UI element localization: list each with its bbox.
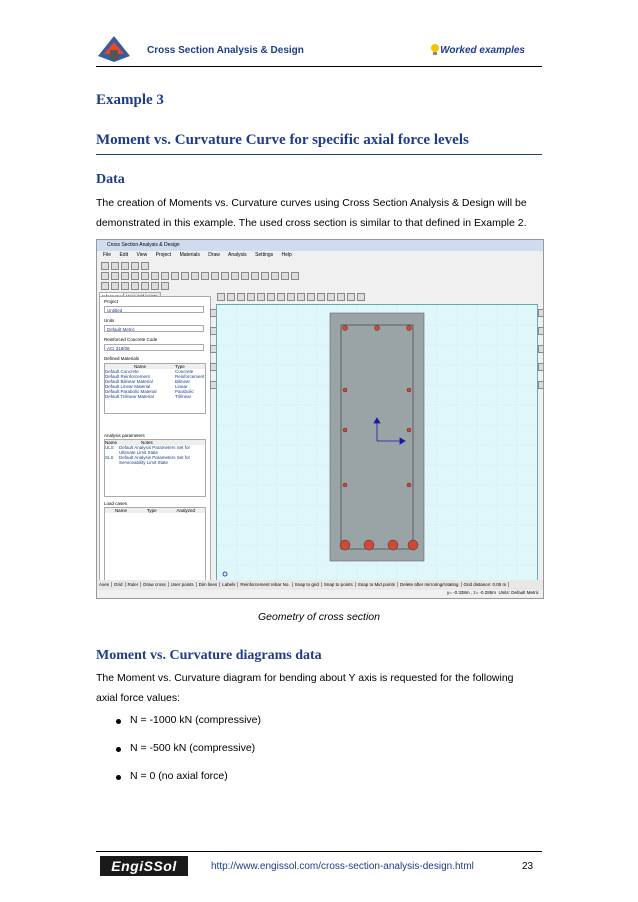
load-table — [104, 507, 206, 585]
table-row[interactable]: Default Reinforcement Reinforcement — [105, 374, 205, 379]
shape-icon[interactable] — [337, 293, 345, 301]
tool-icon[interactable] — [111, 282, 119, 290]
status-dim-lines[interactable]: Dim lines — [197, 582, 221, 587]
save-icon[interactable] — [121, 262, 129, 270]
status-coords-units — [447, 590, 539, 595]
rebar[interactable] — [343, 326, 348, 331]
table-row[interactable]: Default Trilinear Material Trilinear — [105, 394, 192, 399]
lightbulb-icon — [430, 43, 440, 57]
shape-icon[interactable] — [217, 293, 225, 301]
menu-project[interactable]: Project — [155, 252, 172, 258]
col-type: Type — [175, 364, 185, 369]
code-field[interactable]: ACI 318/08 — [104, 344, 204, 351]
tool-icon[interactable] — [101, 282, 109, 290]
draw-icon[interactable] — [241, 272, 249, 280]
redo-icon[interactable] — [141, 262, 149, 270]
materials-label: Defined Materials — [104, 356, 140, 361]
status-bar — [97, 580, 543, 590]
shape-icon[interactable] — [287, 293, 295, 301]
status-axes[interactable]: Axes — [97, 582, 112, 587]
units-field[interactable]: Default Metric — [104, 325, 204, 332]
section-drawing — [217, 305, 537, 581]
status-snap-mid[interactable]: Snap to Mid points — [356, 582, 398, 587]
draw-icon[interactable] — [271, 272, 279, 280]
canvas-toolbar — [217, 292, 367, 303]
title-rule — [96, 154, 542, 155]
main-title: Moment vs. Curvature Curve for specific axial force levels — [96, 132, 469, 148]
table-row[interactable]: Default Concrete Concrete — [105, 369, 194, 374]
tool-icon[interactable] — [161, 282, 169, 290]
section2-heading: Moment vs. Curvature diagrams data — [96, 648, 322, 663]
bullet-item: N = -1000 kN (compressive) — [130, 714, 261, 726]
draw-icon[interactable] — [101, 272, 109, 280]
bullet-dot — [116, 775, 121, 780]
rebar[interactable] — [343, 483, 347, 487]
bullet-item: N = -500 kN (compressive) — [130, 742, 256, 754]
header-rule — [96, 66, 542, 67]
rebar[interactable] — [388, 540, 398, 550]
right-tools — [538, 304, 544, 394]
status-grid-distance[interactable]: Grid distance: 0.05 m — [462, 582, 510, 587]
view-icon[interactable] — [538, 327, 544, 335]
app-screenshot — [96, 239, 544, 599]
draw-icon[interactable] — [291, 272, 299, 280]
shape-icon[interactable] — [327, 293, 335, 301]
project-label: Project — [104, 299, 119, 304]
open-icon[interactable] — [111, 262, 119, 270]
load-label: Load cases — [104, 501, 128, 506]
col-notes: Notes — [141, 440, 153, 445]
col-name: Name — [105, 440, 118, 445]
shape-icon[interactable] — [267, 293, 275, 301]
toolbar-3 — [101, 281, 171, 292]
draw-icon[interactable] — [171, 272, 179, 280]
col-name: Name — [133, 364, 146, 369]
draw-icon[interactable] — [111, 272, 119, 280]
example-title: Example 3 — [96, 92, 164, 108]
draw-icon[interactable] — [281, 272, 289, 280]
rebar[interactable] — [407, 428, 411, 432]
draw-icon[interactable] — [211, 272, 219, 280]
units-label: Units — [104, 318, 115, 323]
draw-icon[interactable] — [131, 272, 139, 280]
section1-heading: Data — [96, 172, 125, 187]
draw-icon[interactable] — [251, 272, 259, 280]
rebar[interactable] — [364, 540, 374, 550]
draw-icon[interactable] — [231, 272, 239, 280]
menu-edit[interactable]: Edit — [119, 252, 129, 258]
rebar[interactable] — [407, 388, 411, 392]
rebar[interactable] — [375, 326, 380, 331]
status-draw-cross[interactable]: Draw cross — [141, 582, 169, 587]
tool-icon[interactable] — [121, 282, 129, 290]
view-icon[interactable] — [538, 345, 544, 353]
shape-icon[interactable] — [257, 293, 265, 301]
draw-icon[interactable] — [261, 272, 269, 280]
shape-icon[interactable] — [347, 293, 355, 301]
engissol-emblem — [96, 34, 132, 64]
menu-file[interactable]: File — [103, 252, 112, 258]
section2-para-line2: axial force values: — [96, 692, 181, 704]
window-title: Cross Section Analysis & Design — [97, 240, 543, 251]
info-panel — [99, 296, 211, 588]
menu-analysis[interactable]: Analysis — [228, 252, 247, 258]
draw-icon[interactable] — [221, 272, 229, 280]
rebar[interactable] — [340, 540, 350, 550]
status-labels[interactable]: Labels — [220, 582, 238, 587]
menu-materials[interactable]: Materials — [179, 252, 200, 258]
status-snap-grid[interactable]: Snap to grid — [293, 582, 322, 587]
menu-draw[interactable]: Draw — [208, 252, 220, 258]
rebar[interactable] — [407, 326, 412, 331]
drawing-canvas[interactable] — [216, 304, 538, 582]
table-row[interactable]: Default Parabolic Material Parabolic — [105, 389, 194, 394]
status-user-points[interactable]: User points — [169, 582, 197, 587]
view-icon[interactable] — [538, 309, 544, 317]
status-coords: y= -0.338m , z= -0.285m — [446, 590, 496, 595]
shape-icon[interactable] — [277, 293, 285, 301]
project-field[interactable]: Untitled — [104, 306, 204, 313]
materials-table — [104, 363, 206, 414]
draw-icon[interactable] — [151, 272, 159, 280]
draw-icon[interactable] — [161, 272, 169, 280]
section2-para-line1: The Moment vs. Curvature diagram for bending about Y axis is requested for the following — [96, 672, 514, 684]
view-icon[interactable] — [538, 363, 544, 371]
shape-icon[interactable] — [227, 293, 235, 301]
shape-icon[interactable] — [307, 293, 315, 301]
tool-icon[interactable] — [141, 282, 149, 290]
section1-para-line1: The creation of Moments vs. Curvature curves using Cross Section Analysis & Design will be — [96, 197, 527, 209]
col-name: Name — [114, 508, 127, 513]
menu-settings[interactable]: Settings — [255, 252, 274, 258]
menu-bar — [103, 250, 299, 261]
figure-caption: Geometry of cross section — [258, 611, 380, 623]
draw-icon[interactable] — [191, 272, 199, 280]
status-snap-points[interactable]: Snap to points — [322, 582, 356, 587]
tool-icon[interactable] — [131, 282, 139, 290]
tool-icon[interactable] — [151, 282, 159, 290]
bullet-dot — [116, 747, 121, 752]
menu-view[interactable]: View — [136, 252, 148, 258]
section1-para-line2: demonstrated in this example. The used cross section is similar to that defined in Example 2. — [96, 217, 527, 229]
shape-icon[interactable] — [247, 293, 255, 301]
status-delete-after[interactable]: Delete after mirroring/rotating — [398, 582, 462, 587]
status-units[interactable]: Units: Default Metric — [498, 590, 539, 595]
origin-marker — [223, 572, 227, 576]
status-rebar-no[interactable]: Reinforcement rebar No. — [238, 582, 292, 587]
shape-icon[interactable] — [237, 293, 245, 301]
draw-icon[interactable] — [121, 272, 129, 280]
footer-rule — [96, 851, 542, 852]
table-row[interactable]: Default Linear Material Linear — [105, 384, 188, 389]
view-icon[interactable] — [538, 381, 544, 389]
shape-icon[interactable] — [357, 293, 365, 301]
page-number: 23 — [522, 861, 534, 872]
rebar[interactable] — [408, 540, 418, 550]
engissol-logo: EngiSSol — [100, 856, 188, 876]
col-type: Type — [146, 508, 157, 513]
header-title: Cross Section Analysis & Design — [147, 45, 304, 56]
table-row[interactable]: ULS Default Analysis Parameters Set for Ultimate Limit State — [105, 445, 191, 455]
footer-url[interactable]: http://www.engissol.com/cross-section-analysis-design.html — [211, 861, 474, 872]
status-ruler[interactable]: Ruler — [126, 582, 142, 587]
draw-icon[interactable] — [141, 272, 149, 280]
table-row[interactable]: Default Bilinear Material Bilinear — [105, 379, 191, 384]
rebar[interactable] — [407, 483, 411, 487]
bullet-item: N = 0 (no axial force) — [130, 770, 228, 782]
rebar[interactable] — [343, 428, 347, 432]
status-grid[interactable]: Grid — [112, 582, 126, 587]
analysis-table — [104, 439, 206, 497]
shape-icon[interactable] — [297, 293, 305, 301]
draw-icon[interactable] — [201, 272, 209, 280]
col-analyzed: Analyzed — [176, 508, 196, 513]
new-icon[interactable] — [101, 262, 109, 270]
analysis-label: Analysis parameters — [104, 433, 145, 438]
draw-icon[interactable] — [181, 272, 189, 280]
shape-icon[interactable] — [317, 293, 325, 301]
header-right: Worked examples — [440, 45, 525, 56]
undo-icon[interactable] — [131, 262, 139, 270]
rebar[interactable] — [343, 388, 347, 392]
menu-help[interactable]: Help — [281, 252, 292, 258]
code-label: Reinforced Concrete Code — [104, 337, 158, 342]
table-row[interactable]: SLS Default Analysis Parameters Set for Serviceability Limit State — [105, 455, 191, 465]
bullet-dot — [116, 719, 121, 724]
